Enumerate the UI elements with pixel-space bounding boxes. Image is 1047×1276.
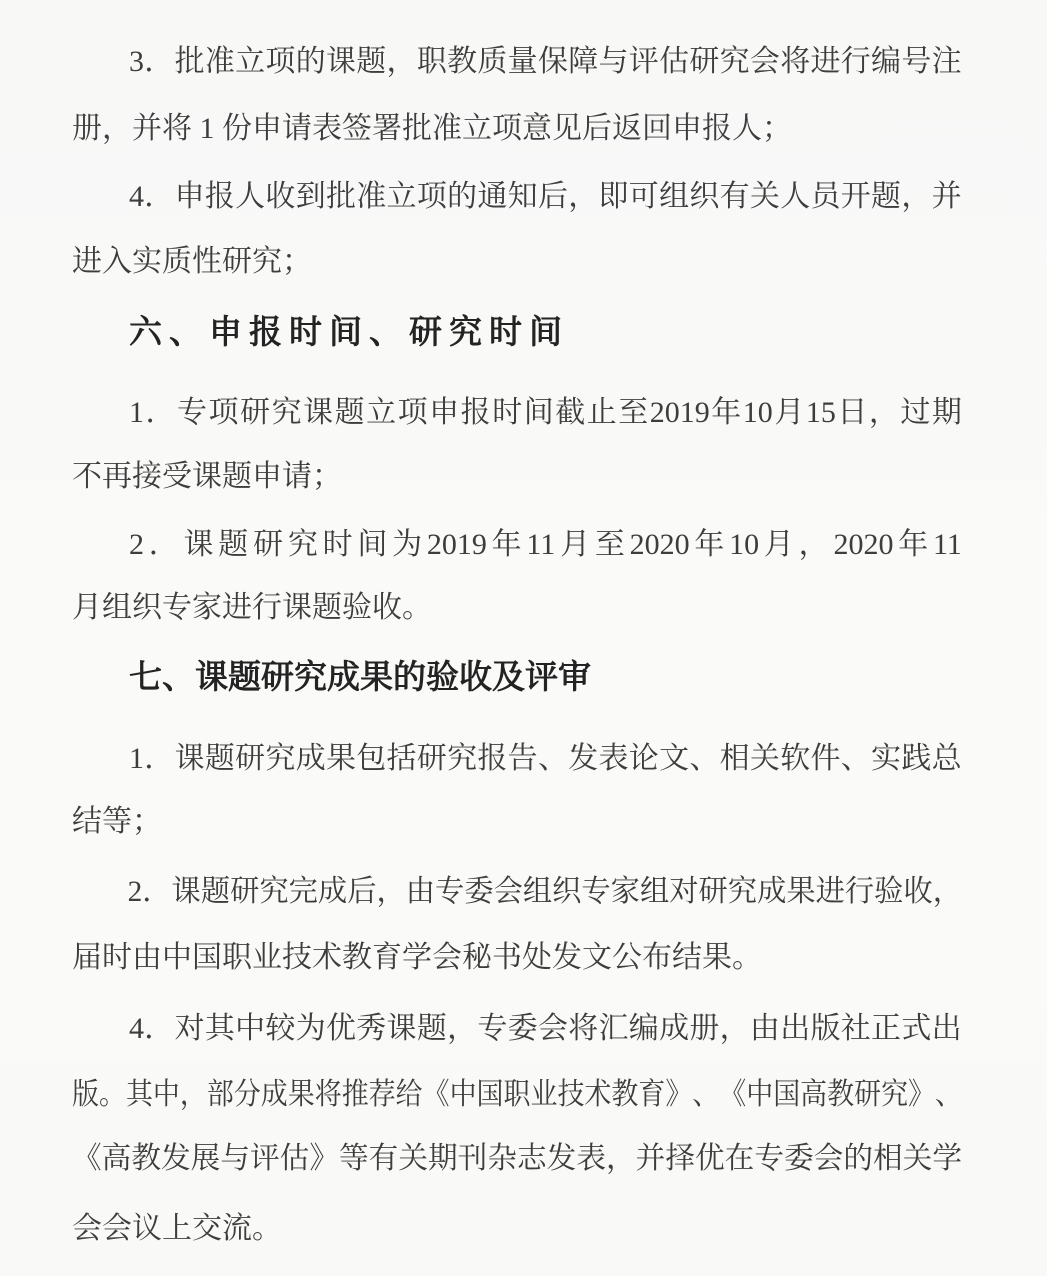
text-line: 《 高 教 发 展 与 评 估 》 等 有 关 期 刊 杂 志 发 表 ， 并 择 优 在 专 委 会 的 相 关 学 (72, 1142, 962, 1175)
text-line: 2 ． 课 题 研 究 完 成 后 ， 由 专 委 会 组 织 专 家 组 对 研 究 成 果 进 行 验 收 ， (127, 875, 962, 908)
text-line: 不再接受课题申请； (72, 460, 342, 493)
section-heading: 七、课题研究成果的验收及评审 (129, 658, 591, 695)
text-line: 会会议上交流。 (72, 1212, 282, 1245)
section-heading: 六、申报时间、研究时间 (129, 313, 569, 350)
text-line: 2 ． 课 题 研 究 时 间 为 2019 年 11 月 至 2020 年 10 月 ， 2020 年 11 (129, 528, 962, 561)
text-line: 1 ． 专 项 研 究 课 题 立 项 申 报 时 间 截 止 至 2019 年 10 月 15 日 ， 过 期 (129, 396, 962, 429)
text-line: 4 ． 申 报 人 收 到 批 准 立 项 的 通 知 后 ， 即 可 组 织 有 关 人 员 开 题 ， 并 (129, 180, 962, 213)
text-line: 届时由中国职业技术教育学会秘书处发文公布结果。 (72, 941, 762, 974)
text-line: 版 。 其 中 ， 部 分 成 果 将 推 荐 给 《 中 国 职 业 技 术 教 育 》 、 《 中 国 高 教 研 究 》 、 (72, 1078, 962, 1111)
text-line: 结等； (72, 805, 162, 838)
text-line: 进入实质性研究； (72, 245, 312, 278)
text-line: 1 ． 课 题 研 究 成 果 包 括 研 究 报 告 、 发 表 论 文 、 相 关 软 件 、 实 践 总 (129, 742, 962, 775)
text-line: 月组织专家进行课题验收。 (72, 591, 432, 624)
text-line: 4 ． 对 其 中 较 为 优 秀 课 题 ， 专 委 会 将 汇 编 成 册 ， 由 出 版 社 正 式 出 (129, 1012, 962, 1045)
text-line: 册，并将 1 份申请表签署批准立项意见后返回申报人； (72, 112, 792, 145)
text-line: 3 ． 批 准 立 项 的 课 题 ， 职 教 质 量 保 障 与 评 估 研 究 会 将 进 行 编 号 注 (129, 45, 962, 78)
